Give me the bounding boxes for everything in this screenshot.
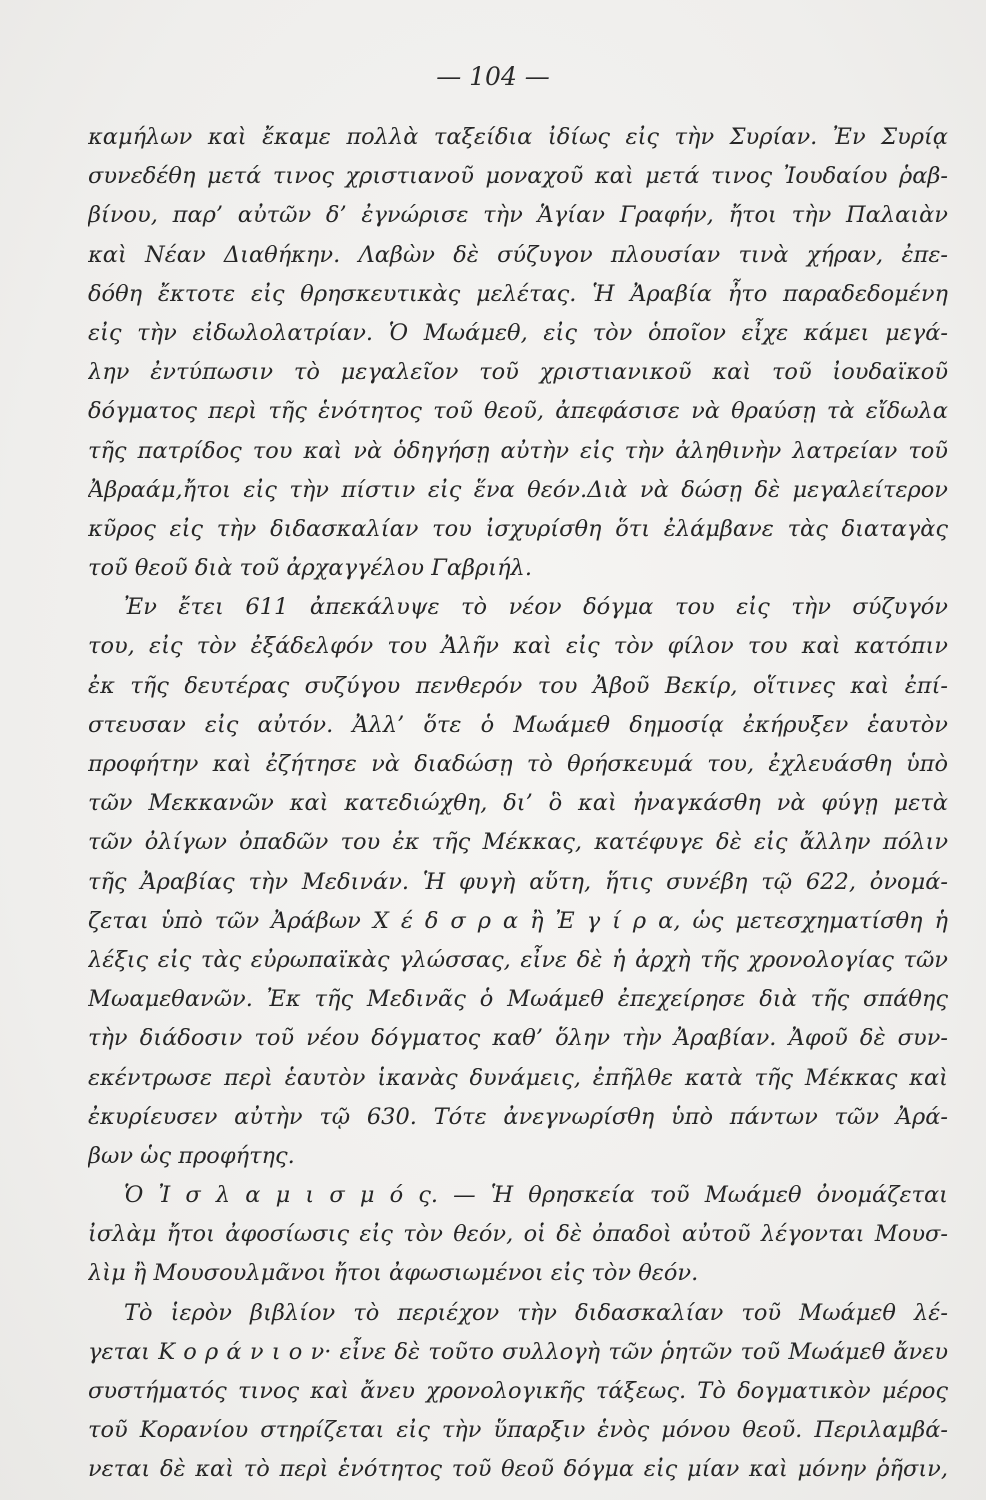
text-line: κῦρος εἰς τὴν διδασκαλίαν του ἰσχυρίσθη ὅτι ἐλάμβανε τὰς διαταγὰς: [88, 515, 948, 542]
text-line: λὶμ ἢ Μουσουλμᾶνοι ἤτοι ἀφωσιωμένοι εἰς τὸν θεόν.: [88, 1260, 699, 1287]
page-number: — 104 —: [436, 62, 550, 91]
text-line: δόθη ἔκτοτε εἰς θρησκευτικὰς μελέτας. Ἡ Ἀραβία ἦτο παραδεδομένη: [88, 280, 948, 307]
text-line: τῆς Ἀραβίας τὴν Μεδινάν. Ἡ φυγὴ αὕτη, ἥτις συνέβη τῷ 622, ὀνομά-: [88, 868, 948, 895]
text-line: συστήματός τινος καὶ ἄνευ χρονολογικῆς τάξεως. Τὸ δογματικὸν μέρος: [88, 1378, 948, 1404]
text-line: νεται δὲ καὶ τὸ περὶ ἑνότητος τοῦ θεοῦ δόγμα εἰς μίαν καὶ μόνην ῥῆσιν,: [88, 1456, 948, 1483]
body-text: [88, 118, 948, 1490]
text-line: προφήτην καὶ ἐζήτησε νὰ διαδώσῃ τὸ θρήσκευμά του, ἐχλευάσθη ὑπὸ: [88, 751, 948, 777]
text-line: εἰς τὴν εἰδωλολατρίαν. Ὁ Μωάμεθ, εἰς τὸν ὁποῖον εἶχε κάμει μεγά-: [88, 319, 948, 346]
text-line: στευσαν εἰς αὐτόν. Ἀλλ’ ὅτε ὁ Μωάμεθ δημοσίᾳ ἐκήρυξεν ἑαυτὸν: [88, 711, 948, 738]
text-line: τὴν διάδοσιν τοῦ νέου δόγματος καθ’ ὅλην τὴν Ἀραβίαν. Ἀφοῦ δὲ συν-: [88, 1025, 948, 1052]
text-line: ἐκ τῆς δευτέρας συζύγου πενθερόν του Ἀβοῦ Βεκίρ, οἵτινες καὶ ἐπί-: [88, 672, 948, 699]
text-line: του, εἰς τὸν ἐξάδελφόν του Ἀλῆν καὶ εἰς τὸν φίλον του καὶ κατόπιν: [88, 633, 948, 660]
text-line: βων ὡς προφήτης.: [88, 1142, 295, 1169]
text-line: ἐκυρίευσεν αὐτὴν τῷ 630. Τότε ἀνεγνωρίσθη ὑπὸ πάντων τῶν Ἀρά-: [88, 1103, 948, 1130]
text-line: τῆς πατρίδος του καὶ νὰ ὁδηγήσῃ αὐτὴν εἰς τὴν ἀληθινὴν λατρείαν τοῦ: [88, 437, 948, 464]
text-line: εκέντρωσε περὶ ἑαυτὸν ἱκανὰς δυνάμεις, ἐπῆλθε κατὰ τῆς Μέκκας καὶ: [88, 1064, 948, 1091]
text-line: τῶν ὀλίγων ὀπαδῶν του ἐκ τῆς Μέκκας, κατέφυγε δὲ εἰς ἄλλην πόλιν: [88, 829, 948, 856]
text-line: Τὸ ἱερὸν βιβλίον τὸ περιέχον τὴν διδασκαλίαν τοῦ Μωάμεθ λέ-: [124, 1299, 948, 1326]
text-line: Μωαμεθανῶν. Ἐκ τῆς Μεδινᾶς ὁ Μωάμεθ ἐπεχείρησε διὰ τῆς σπάθης: [88, 986, 948, 1013]
text-line: Ὁ Ἰ σ λ α μ ι σ μ ό ς. — Ἡ θρησκεία τοῦ Μωάμεθ ὀνομάζεται: [124, 1182, 948, 1209]
text-line: τοῦ Κορανίου στηρίζεται εἰς τὴν ὕπαρξιν ἑνὸς μόνου θεοῦ. Περιλαμβά-: [88, 1417, 948, 1444]
text-line: ἰσλὰμ ἤτοι ἀφοσίωσις εἰς τὸν θεόν, οἱ δὲ ὀπαδοὶ αὐτοῦ λέγονται Μουσ-: [88, 1221, 948, 1248]
text-line: Ἐν ἔτει 611 ἀπεκάλυψε τὸ νέον δόγμα του εἰς τὴν σύζυγόν: [124, 594, 948, 621]
text-line: καὶ Νέαν Διαθήκην. Λαβὼν δὲ σύζυγον πλουσίαν τινὰ χήραν, ἐπε-: [88, 241, 948, 268]
text-line: βίνου, παρ’ αὐτῶν δ’ ἐγνώρισε τὴν Ἁγίαν Γραφήν, ἤτοι τὴν Παλαιὰν: [88, 202, 948, 229]
text-line: δόγματος περὶ τῆς ἑνότητος τοῦ θεοῦ, ἀπεφάσισε νὰ θραύσῃ τὰ εἴδωλα: [88, 398, 948, 425]
text-line: γεται Κ ο ρ ά ν ι ο ν· εἶνε δὲ τοῦτο συλλογὴ τῶν ῥητῶν τοῦ Μωάμεθ ἄνευ: [88, 1338, 948, 1365]
text-line: τοῦ θεοῦ διὰ τοῦ ἀρχαγγέλου Γαβριήλ.: [88, 555, 532, 582]
text-line: συνεδέθη μετά τινος χριστιανοῦ μοναχοῦ καὶ μετά τινος Ἰουδαίου ῥαβ-: [88, 163, 948, 190]
text-line: καμήλων καὶ ἔκαμε πολλὰ ταξείδια ἰδίως εἰς τὴν Συρίαν. Ἐν Συρίᾳ: [88, 124, 948, 150]
text-line: τῶν Μεκκανῶν καὶ κατεδιώχθη, δι’ ὃ καὶ ἠναγκάσθη νὰ φύγῃ μετὰ: [88, 790, 948, 817]
text-line: ζεται ὑπὸ τῶν Ἀράβων Χ έ δ σ ρ α ἢ Ἐ γ ί ρ α, ὡς μετεσχηματίσθη ἡ: [88, 907, 948, 934]
text-line: λην ἐντύπωσιν τὸ μεγαλεῖον τοῦ χριστιανικοῦ καὶ τοῦ ἰουδαϊκοῦ: [88, 359, 948, 386]
text-line: Ἀβραάμ,ἤτοι εἰς τὴν πίστιν εἰς ἕνα θεόν.Διὰ νὰ δώσῃ δὲ μεγαλείτερον: [88, 476, 948, 503]
text-line: λέξις εἰς τὰς εὐρωπαϊκὰς γλώσσας, εἶνε δὲ ἡ ἀρχὴ τῆς χρονολογίας τῶν: [88, 946, 948, 973]
